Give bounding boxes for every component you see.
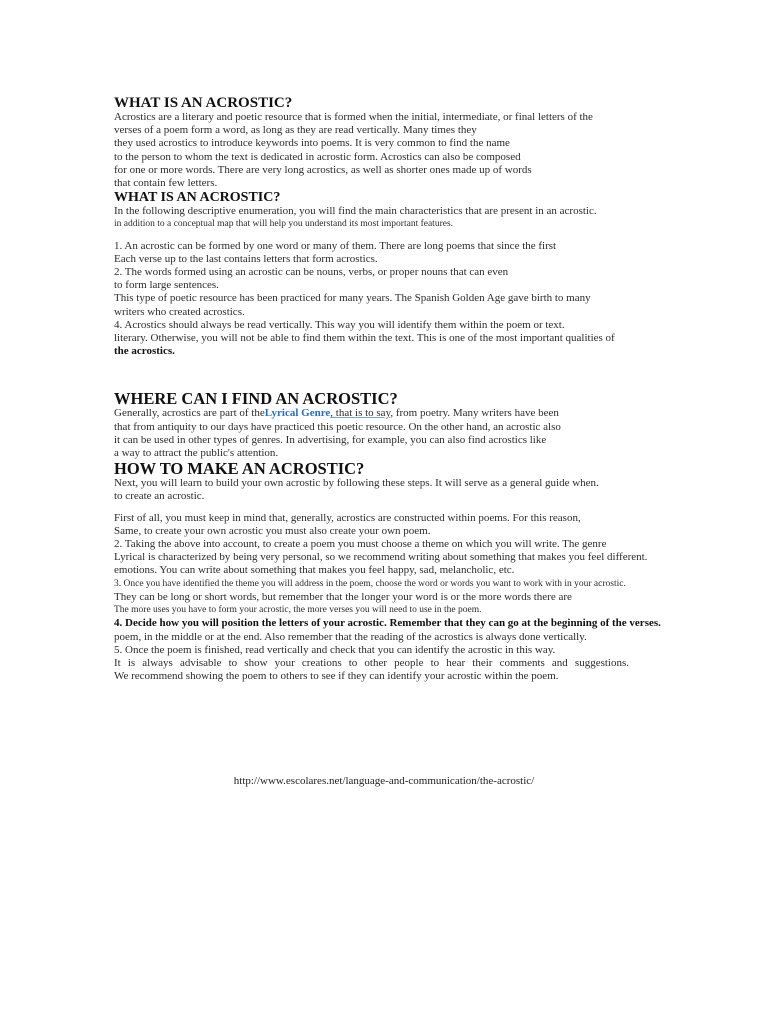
paragraph-line: for one or more words. There are very long acrostics, as well as shorter ones made up of words — [114, 163, 532, 176]
step-line: First of all, you must keep in mind that, generally, acrostics are constructed within poems. For this reason, — [114, 511, 581, 524]
paragraph-line: to create an acrostic. — [114, 490, 205, 503]
step-line: Same, to create your own acrostic you must also create your own poem. — [114, 524, 431, 537]
source-url: http://www.escolares.net/language-and-communication/the-acrostic/ — [233, 775, 535, 787]
lyrical-genre-link[interactable]: Lyrical Genre — [264, 407, 331, 420]
list-item: to form large sentences. — [114, 279, 219, 292]
step-line: 2. Taking the above into account, to create a poem you must choose a theme on which you will write. The genre — [114, 538, 607, 551]
step-line-bold: 4. Decide how you will position the letters of your acrostic. Remember that they can go at the beginning of the verses. — [114, 617, 661, 630]
paragraph-line: a way to attract the public's attention. — [114, 447, 279, 460]
document-body — [114, 96, 694, 683]
underlined-text: , that is to say — [330, 407, 391, 420]
paragraph-line: they used acrostics to introduce keywords into poems. It is very common to find the name — [114, 137, 510, 150]
paragraph-line: it can be used in other types of genres. In advertising, for example, you can also find acrostics like — [114, 433, 547, 446]
list-item: writers who created acrostics. — [114, 305, 245, 318]
paragraph-line: Next, you will learn to build your own acrostic by following these steps. It will serve as a general guide when. — [114, 477, 599, 490]
heading-how-to-make: HOW TO MAKE AN ACROSTIC? — [114, 459, 365, 479]
step-line: 3. Once you have identified the theme you will address in the poem, choose the word or words you want to work with in your acrostic. — [114, 578, 626, 589]
step-line: Lyrical is characterized by being very personal, so we recommend writing about something that makes you feel different. — [114, 551, 648, 564]
step-line: It is always advisable to show your creations to other people to hear their comments and suggestions. — [114, 656, 629, 669]
heading-what-is-acrostic: WHAT IS AN ACROSTIC? — [114, 95, 293, 111]
text-run: Generally, acrostics are part of the — [114, 407, 265, 420]
list-item: literary. Otherwise, you will not be able to find them within the text. This is one of the most important qualities of — [114, 332, 615, 345]
step-line: The more uses you have to form your acrostic, the more verses you will need to use in the poem. — [114, 605, 482, 616]
step-line: They can be long or short words, but remember that the longer your word is or the more words there are — [114, 590, 572, 603]
heading-where-find-acrostic: WHERE CAN I FIND AN ACROSTIC? — [114, 389, 398, 409]
paragraph-line: to the person to whom the text is dedicated in acrostic form. Acrostics can also be composed — [114, 150, 521, 163]
list-item: 2. The words formed using an acrostic can be nouns, verbs, or proper nouns that can even — [114, 266, 509, 279]
list-item: 1. An acrostic can be formed by one word or many of them. There are long poems that since the first — [114, 239, 557, 252]
paragraph-line: Acrostics are a literary and poetic resource that is formed when the initial, intermediate, or final letters of the — [114, 111, 593, 123]
list-item: This type of poetic resource has been practiced for many years. The Spanish Golden Age gave birth to many — [114, 292, 591, 305]
paragraph-line: verses of a poem form a word, as long as they are read vertically. Many times they — [114, 124, 477, 137]
step-line: We recommend showing the poem to others to see if they can identify your acrostic within the poem. — [114, 670, 559, 683]
paragraph-line: that from antiquity to our days have practiced this poetic resource. On the other hand, an acrostic also — [114, 420, 561, 433]
list-item: Each verse up to the last contains letters that form acrostics. — [114, 252, 378, 265]
paragraph-line: In the following descriptive enumeration, you will find the main characteristics that are present in an acrostic. — [114, 205, 597, 218]
paragraph-line: in addition to a conceptual map that will help you understand its most important features. — [114, 219, 454, 230]
text-run: , from poetry. Many writers have been — [390, 407, 559, 420]
step-line: emotions. You can write about something that makes you feel happy, sad, melancholic, etc. — [114, 564, 515, 577]
paragraph-line: that contain few letters. — [114, 177, 218, 190]
step-line: poem, in the middle or at the end. Also remember that the reading of the acrostics is always done vertically. — [114, 630, 587, 643]
bold-closing: the acrostics. — [114, 345, 175, 358]
step-line: 5. Once the poem is finished, read vertically and check that you can identify the acrostic in this way. — [114, 643, 556, 656]
list-item: 4. Acrostics should always be read vertically. This way you will identify them within the poem or text. — [114, 318, 565, 331]
paragraph-line — [114, 407, 694, 420]
heading-characteristics: WHAT IS AN ACROSTIC? — [114, 190, 281, 206]
